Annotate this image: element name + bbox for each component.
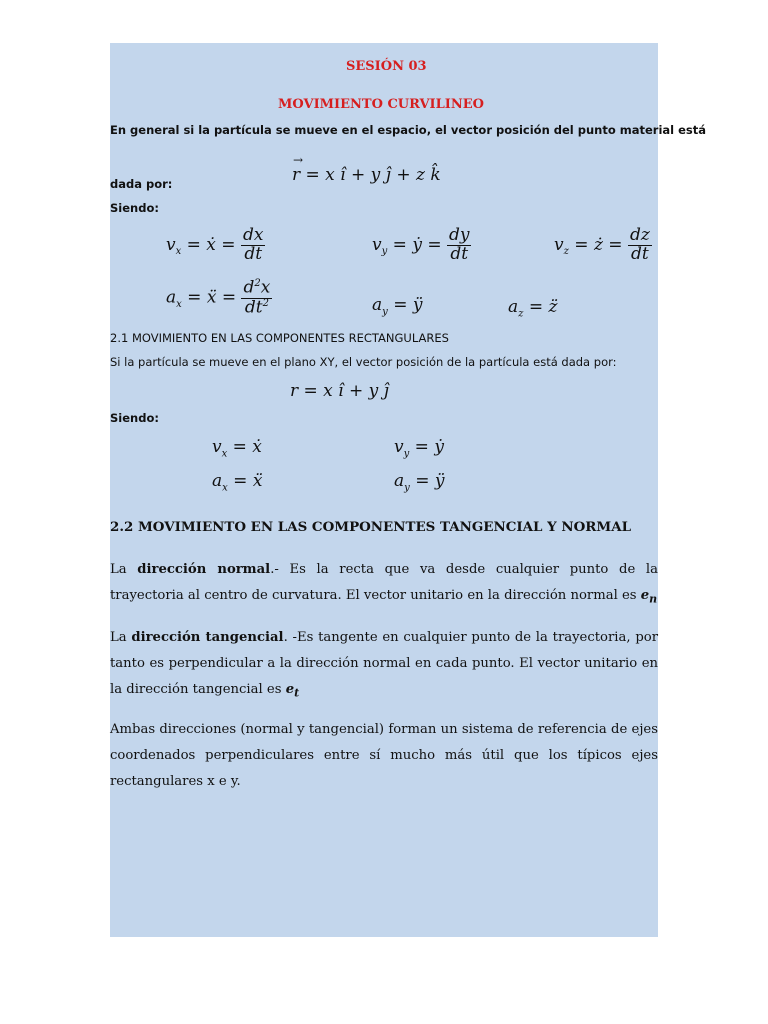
siendo-label-2: Siendo:	[110, 411, 159, 425]
acceleration-z-equation: $a_z$ = z̈	[508, 297, 558, 320]
heading-rectangular-components: 2.1 MOVIMIENTO EN LAS COMPONENTES RECTANGULARES	[110, 331, 449, 345]
velocity-x-2d-equation: $v_x$ = ẋ	[212, 437, 262, 460]
position-vector-3d-equation: → r = x î + y ĵ + z k̂	[292, 153, 441, 185]
position-vector-2d-equation: r = x î + y ĵ	[290, 381, 389, 401]
vector-arrow-icon: →	[293, 153, 304, 167]
velocity-z-equation: $v_z$ = ż = $\frac{dz}{dt}$	[554, 225, 650, 264]
intro-text: En general si la partícula se mueve en el espacio, el vector posición del punto material está	[110, 123, 707, 137]
acceleration-y-2d-equation: $a_y$ = ÿ	[394, 471, 445, 494]
plane-text: Si la partícula se mueve en el plano XY, el vector posición de la partícula está dada por:	[110, 355, 617, 369]
paragraph-normal-direction: La dirección normal.- Es la recta que va desde cualquier punto de la trayectoria al centro de curvatura. El vector unitario en la dirección normal es $e_n$	[110, 562, 658, 606]
session-title: SESIÓN 03	[346, 59, 427, 74]
paragraph-tangential-direction: La dirección tangencial. -Es tangente en cualquier punto de la trayectoria, por tanto es perpendicular a la dirección normal en cada punto. El vector unitario en la dirección tangencial es $e_t$	[110, 630, 659, 700]
heading-tangential-normal: 2.2 MOVIMIENTO EN LAS COMPONENTES TANGENCIAL Y NORMAL	[110, 519, 632, 535]
intro-text-end: dada por:	[110, 177, 173, 191]
acceleration-x-2d-equation: $a_x$ = ẍ	[212, 471, 263, 494]
velocity-y-equation: $v_y$ = ẏ = $\frac{dy}{dt}$	[372, 225, 470, 264]
velocity-x-equation: $v_x$ = ẋ = $\frac{dx}{dt}$	[166, 225, 264, 264]
term-tangential-direction: dirección tangencial	[131, 630, 284, 645]
siendo-label-1: Siendo:	[110, 201, 159, 215]
term-normal-direction: dirección normal	[137, 562, 271, 577]
document-page	[110, 43, 707, 937]
velocity-y-2d-equation: $v_y$ = ẏ	[394, 437, 444, 460]
section-title: MOVIMIENTO CURVILINEO	[278, 97, 484, 112]
acceleration-y-equation: $a_y$ = ÿ	[372, 295, 423, 318]
paragraph-reference-system: Ambas direcciones (normal y tangencial) forman un sistema de referencia de ejes coordenados perpendiculares entre sí mucho más útil que los típicos ejes rectangulares x e y.	[110, 722, 658, 789]
acceleration-x-equation: $a_x$ = ẍ = $\frac{d^2x}{dt^2}$	[166, 277, 271, 318]
